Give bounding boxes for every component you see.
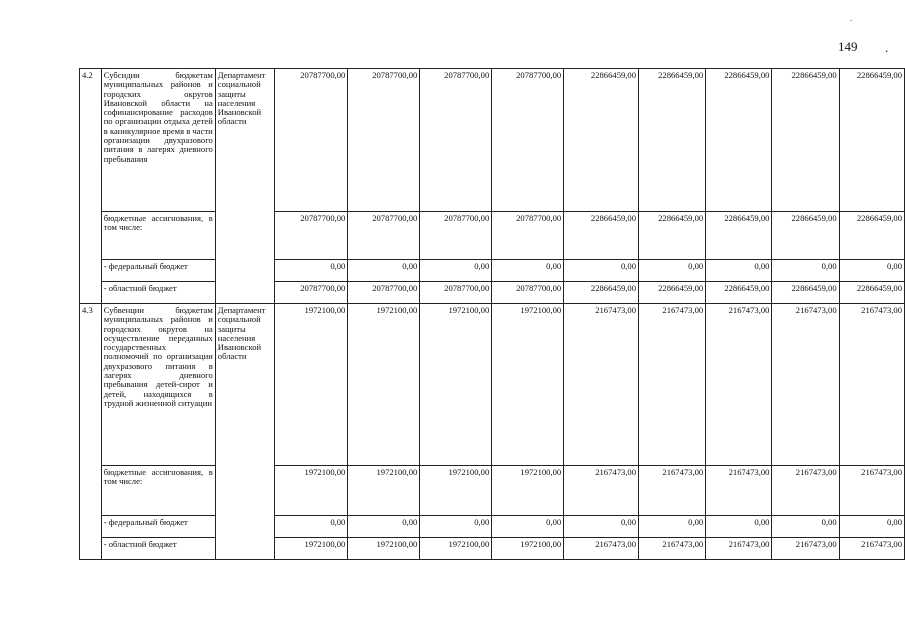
subrow-label: - федеральный бюджет xyxy=(101,516,215,538)
value-cell: 0,00 xyxy=(564,260,639,282)
value-cell: 20787700,00 xyxy=(420,69,492,212)
value-cell: 0,00 xyxy=(420,260,492,282)
row-description: Субсидии бюджетам муниципальных районов и городских округов Ивановской области на софинансирование расходов по организации отдыха детей в каникулярное время в части организации двухразового питания в лагерях дневного пребывания xyxy=(101,69,215,212)
row-index: 4.2 xyxy=(80,69,102,304)
value-cell: 20787700,00 xyxy=(348,69,420,212)
value-cell: 2167473,00 xyxy=(839,466,904,516)
value-cell: 22866459,00 xyxy=(639,282,706,304)
value-cell: 2167473,00 xyxy=(564,304,639,466)
budget-table xyxy=(79,68,905,560)
value-cell: 2167473,00 xyxy=(639,304,706,466)
value-cell: 0,00 xyxy=(772,260,839,282)
table-subrow xyxy=(80,516,905,538)
value-cell: 2167473,00 xyxy=(706,538,772,560)
value-cell: 1972100,00 xyxy=(348,304,420,466)
value-cell: 0,00 xyxy=(274,516,348,538)
value-cell: 22866459,00 xyxy=(772,69,839,212)
value-cell: 0,00 xyxy=(839,516,904,538)
value-cell: 2167473,00 xyxy=(839,538,904,560)
value-cell: 22866459,00 xyxy=(772,282,839,304)
value-cell: 1972100,00 xyxy=(274,538,348,560)
value-cell: 20787700,00 xyxy=(274,212,348,260)
value-cell: 0,00 xyxy=(348,260,420,282)
value-cell: 0,00 xyxy=(839,260,904,282)
table-subrow xyxy=(80,538,905,560)
value-cell: 20787700,00 xyxy=(274,69,348,212)
value-cell: 2167473,00 xyxy=(839,304,904,466)
table-subrow xyxy=(80,212,905,260)
value-cell: 2167473,00 xyxy=(639,538,706,560)
value-cell: 20787700,00 xyxy=(420,282,492,304)
subrow-label: бюджетные ассигнования, в том числе: xyxy=(101,466,215,516)
value-cell: 2167473,00 xyxy=(772,304,839,466)
table-row xyxy=(80,69,905,212)
value-cell: 2167473,00 xyxy=(772,538,839,560)
value-cell: 1972100,00 xyxy=(492,466,564,516)
value-cell: 0,00 xyxy=(564,516,639,538)
value-cell: 22866459,00 xyxy=(639,212,706,260)
table-subrow xyxy=(80,466,905,516)
subrow-label: - областной бюджет xyxy=(101,282,215,304)
value-cell: 2167473,00 xyxy=(564,466,639,516)
value-cell: 0,00 xyxy=(706,260,772,282)
value-cell: 22866459,00 xyxy=(839,212,904,260)
value-cell: 1972100,00 xyxy=(492,538,564,560)
value-cell: 1972100,00 xyxy=(274,304,348,466)
value-cell: 0,00 xyxy=(420,516,492,538)
value-cell: 20787700,00 xyxy=(492,212,564,260)
value-cell: 22866459,00 xyxy=(772,212,839,260)
value-cell: 2167473,00 xyxy=(772,466,839,516)
value-cell: 1972100,00 xyxy=(420,538,492,560)
value-cell: 0,00 xyxy=(772,516,839,538)
value-cell: 22866459,00 xyxy=(706,69,772,212)
row-index: 4.3 xyxy=(80,304,102,560)
value-cell: 22866459,00 xyxy=(564,282,639,304)
value-cell: 22866459,00 xyxy=(564,212,639,260)
value-cell: 2167473,00 xyxy=(564,538,639,560)
value-cell: 22866459,00 xyxy=(564,69,639,212)
value-cell: 1972100,00 xyxy=(420,304,492,466)
value-cell: 20787700,00 xyxy=(492,282,564,304)
subrow-label: - областной бюджет xyxy=(101,538,215,560)
value-cell: 2167473,00 xyxy=(706,466,772,516)
page-speck: . xyxy=(850,14,852,23)
table-subrow xyxy=(80,260,905,282)
value-cell: 0,00 xyxy=(492,260,564,282)
value-cell: 20787700,00 xyxy=(348,212,420,260)
value-cell: 20787700,00 xyxy=(492,69,564,212)
value-cell: 1972100,00 xyxy=(348,466,420,516)
row-department: Департамент социальной защиты населения Ивановской области xyxy=(215,69,274,304)
value-cell: 0,00 xyxy=(274,260,348,282)
value-cell: 2167473,00 xyxy=(706,304,772,466)
row-description: Субвенции бюджетам муниципальных районов и городских округов на осуществление переданных государственных полномочий по организации двухразового питания в лагерях дневного пребывания детей-сирот и детей, находящихся в трудной жизненной ситуации xyxy=(101,304,215,466)
value-cell: 0,00 xyxy=(639,516,706,538)
value-cell: 20787700,00 xyxy=(274,282,348,304)
value-cell: 2167473,00 xyxy=(639,466,706,516)
table-subrow xyxy=(80,282,905,304)
subrow-label: - федеральный бюджет xyxy=(101,260,215,282)
subrow-label: бюджетные ассигнования, в том числе: xyxy=(101,212,215,260)
value-cell: 0,00 xyxy=(706,516,772,538)
value-cell: 22866459,00 xyxy=(706,212,772,260)
value-cell: 1972100,00 xyxy=(348,538,420,560)
value-cell: 0,00 xyxy=(348,516,420,538)
value-cell: 20787700,00 xyxy=(348,282,420,304)
value-cell: 22866459,00 xyxy=(639,69,706,212)
row-department: Департамент социальной защиты населения Ивановской области xyxy=(215,304,274,560)
table-row xyxy=(80,304,905,466)
value-cell: 22866459,00 xyxy=(839,282,904,304)
value-cell: 1972100,00 xyxy=(420,466,492,516)
page-number: 149 xyxy=(838,39,858,54)
value-cell: 1972100,00 xyxy=(274,466,348,516)
value-cell: 1972100,00 xyxy=(492,304,564,466)
value-cell: 22866459,00 xyxy=(706,282,772,304)
page-trailing-dot: . xyxy=(885,40,889,55)
value-cell: 0,00 xyxy=(492,516,564,538)
value-cell: 22866459,00 xyxy=(839,69,904,212)
value-cell: 20787700,00 xyxy=(420,212,492,260)
value-cell: 0,00 xyxy=(639,260,706,282)
